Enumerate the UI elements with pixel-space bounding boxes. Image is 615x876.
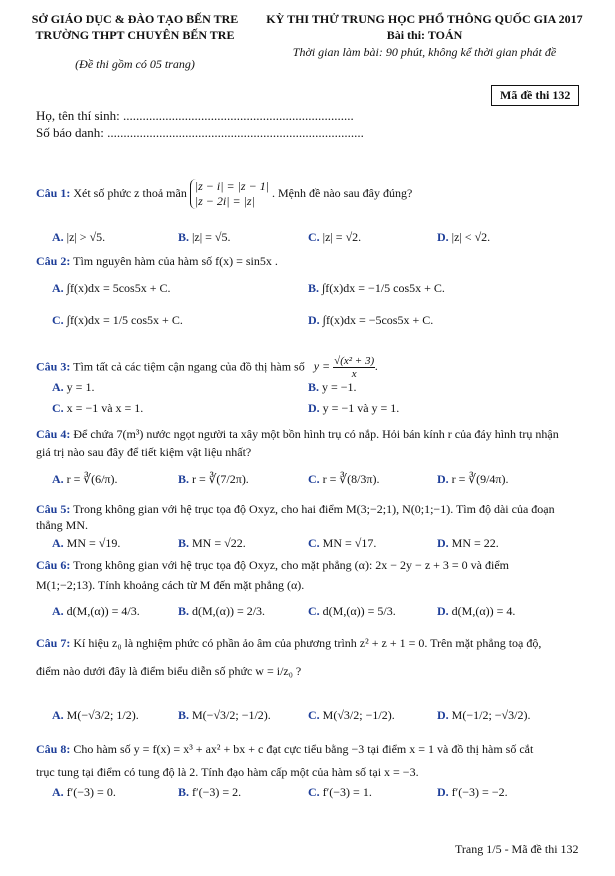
option-text: d(M,(α)) = 4/3. xyxy=(66,604,140,618)
option-d[interactable] xyxy=(437,536,499,551)
option-text: |z| = √2. xyxy=(322,230,362,244)
option-text: M(−√3/2; −1/2). xyxy=(192,708,271,722)
option-letter: A. xyxy=(52,708,64,722)
option-text: ∫f(x)dx = −1/5 cos5x + C. xyxy=(322,281,445,295)
question-label: Câu 6: xyxy=(36,558,71,572)
option-text: d(M,(α)) = 4. xyxy=(451,604,516,618)
option-d[interactable] xyxy=(308,401,399,416)
option-d[interactable] xyxy=(437,604,515,619)
option-text: x = −1 và x = 1. xyxy=(66,401,144,415)
option-text: ∫f(x)dx = 1/5 cos5x + C. xyxy=(66,313,183,327)
option-letter: D. xyxy=(437,785,449,799)
option-letter: B. xyxy=(308,380,320,394)
option-a[interactable] xyxy=(52,380,94,395)
question-7-line-2: điểm nào dưới đây là điểm biểu diễn số phức w = i/z₀ ? xyxy=(36,664,302,678)
option-b[interactable] xyxy=(308,380,357,395)
option-text: r = ∛(9/4π). xyxy=(451,472,509,486)
option-text: M(√3/2; −1/2). xyxy=(322,708,395,722)
option-d[interactable] xyxy=(437,785,508,800)
option-letter: B. xyxy=(178,785,190,799)
equation-line: |z − i| = |z − 1| xyxy=(194,179,269,193)
option-text: y = −1 và y = 1. xyxy=(322,401,400,415)
option-d[interactable] xyxy=(437,472,508,487)
option-letter: B. xyxy=(178,230,190,244)
option-text: MN = √22. xyxy=(192,536,246,550)
option-letter: B. xyxy=(178,604,190,618)
option-c[interactable] xyxy=(308,604,396,619)
question-text: Trong không gian với hệ trục tọa độ Oxyz, cho hai điểm M(3;−2;1), N(0;1;−1). Tìm độ dài của đoạn xyxy=(73,502,555,516)
question-4-line-2: giá trị nào sau đây để tiết kiệm vật liệu nhất? xyxy=(36,445,252,459)
option-c[interactable] xyxy=(308,536,376,551)
option-letter: C. xyxy=(308,230,320,244)
question-4 xyxy=(36,427,559,442)
student-id-field: Số báo danh: ............................................................................... xyxy=(36,125,364,140)
student-name-field: Họ, tên thí sinh: ....................................................................... xyxy=(36,108,354,123)
option-text: f′(−3) = 0. xyxy=(66,785,116,799)
question-text: Để chứa 7(m³) nước ngọt người ta xây một bồn hình trụ có nắp. Hỏi bán kính r của đáy hình trụ nhận xyxy=(73,427,559,441)
option-text: MN = √17. xyxy=(322,536,377,550)
option-letter: C. xyxy=(308,708,320,722)
question-text: Trong không gian với hệ trục tọa độ Oxyz, cho mặt phẳng (α): 2x − 2y − z + 3 = 0 và điểm xyxy=(73,558,509,572)
option-a[interactable] xyxy=(52,708,139,723)
option-text: d(M,(α)) = 5/3. xyxy=(322,604,396,618)
option-text: y = −1. xyxy=(322,380,357,394)
question-text: Cho hàm số y = f(x) = x³ + ax² + bx + c đạt cực tiểu bằng −3 tại điểm x = 1 và đồ thị hàm số cắt xyxy=(73,742,534,756)
option-text: ∫f(x)dx = 5cos5x + C. xyxy=(66,281,171,295)
page-footer: Trang 1/5 - Mã đề thi 132 xyxy=(455,842,579,856)
exam-code-box: Mã đề thi 132 xyxy=(491,85,579,106)
question-3 xyxy=(36,355,378,380)
option-c[interactable] xyxy=(52,313,183,328)
question-5 xyxy=(36,502,555,517)
option-letter: B. xyxy=(178,708,190,722)
question-6 xyxy=(36,558,509,573)
equation-system xyxy=(190,179,269,209)
option-letter: A. xyxy=(52,536,64,550)
question-text: Kí hiệu z₀ là nghiệm phức có phần ảo âm của phương trình z² + z + 1 = 0. Trên mặt phẳng toạ độ, xyxy=(73,636,542,650)
option-a[interactable] xyxy=(52,536,120,551)
option-d[interactable] xyxy=(437,230,490,245)
question-label: Câu 8: xyxy=(36,742,71,756)
option-text: |z| = √5. xyxy=(192,230,231,244)
option-letter: A. xyxy=(52,785,64,799)
option-b[interactable] xyxy=(178,536,246,551)
option-letter: D. xyxy=(437,708,449,722)
option-letter: A. xyxy=(52,472,64,486)
option-letter: C. xyxy=(308,785,320,799)
option-text: y = 1. xyxy=(66,380,95,394)
time-note: Thời gian làm bài: 90 phút, không kể thời gian phát đề xyxy=(292,45,557,59)
option-letter: D. xyxy=(437,536,449,550)
option-letter: D. xyxy=(437,230,449,244)
question-tail: . Mệnh đề nào sau đây đúng? xyxy=(272,185,413,200)
option-d[interactable] xyxy=(437,708,530,723)
option-d[interactable] xyxy=(308,313,433,328)
question-text: Xét số phức z thoả mãn xyxy=(73,185,187,200)
option-letter: B. xyxy=(178,536,190,550)
option-letter: D. xyxy=(437,472,449,486)
option-text: f′(−3) = 2. xyxy=(192,785,242,799)
option-letter: D. xyxy=(437,604,449,618)
option-c[interactable] xyxy=(308,472,379,487)
school-name: TRƯỜNG THPT CHUYÊN BẾN TRE xyxy=(35,28,235,42)
option-text: f′(−3) = −2. xyxy=(451,785,508,799)
option-text: |z| > √5. xyxy=(66,230,106,244)
option-text: d(M,(α)) = 2/3. xyxy=(192,604,266,618)
department-name: SỞ GIÁO DỤC & ĐÀO TẠO BẾN TRE xyxy=(31,12,239,26)
option-a[interactable] xyxy=(52,281,170,296)
option-letter: A. xyxy=(52,604,64,618)
question-8-line-2: trục tung tại điểm có tung độ là 2. Tính đạo hàm cấp một của hàm số tại x = −3. xyxy=(36,765,419,779)
question-2 xyxy=(36,254,278,269)
option-letter: C. xyxy=(52,313,64,327)
option-text: |z| < √2. xyxy=(451,230,491,244)
option-letter: A. xyxy=(52,281,64,295)
option-c[interactable] xyxy=(308,708,395,723)
question-text: Tìm tất cả các tiệm cận ngang của đồ thị hàm số xyxy=(73,359,305,374)
question-label: Câu 1: xyxy=(36,185,71,200)
option-letter: A. xyxy=(52,230,64,244)
option-letter: D. xyxy=(308,401,320,415)
question-8 xyxy=(36,742,533,757)
subject: Bài thi: TOÁN xyxy=(386,28,463,42)
option-a[interactable] xyxy=(52,604,140,619)
option-text: ∫f(x)dx = −5cos5x + C. xyxy=(322,313,434,327)
option-a[interactable] xyxy=(52,472,117,487)
question-label: Câu 5: xyxy=(36,502,71,516)
option-letter: D. xyxy=(308,313,320,327)
option-text: M(−√3/2; 1/2). xyxy=(66,708,139,722)
question-1 xyxy=(36,179,412,209)
question-label: Câu 2: xyxy=(36,254,71,268)
option-text: MN = √19. xyxy=(66,536,121,550)
option-letter: A. xyxy=(52,380,64,394)
question-label: Câu 3: xyxy=(36,359,71,374)
option-text: MN = 22. xyxy=(451,536,499,550)
option-c[interactable] xyxy=(52,401,143,416)
option-letter: B. xyxy=(178,472,190,486)
pages-note: (Đề thi gồm có 05 trang) xyxy=(75,57,195,71)
option-text: r = ∛(6/π). xyxy=(66,472,118,486)
question-7 xyxy=(36,636,541,651)
option-text: f′(−3) = 1. xyxy=(322,785,372,799)
option-letter: C. xyxy=(308,604,320,618)
option-letter: C. xyxy=(52,401,64,415)
option-a[interactable] xyxy=(52,785,116,800)
option-a[interactable] xyxy=(52,230,105,245)
option-b[interactable] xyxy=(308,281,445,296)
option-c[interactable] xyxy=(308,785,372,800)
question-6-line-2: M(1;−2;13). Tính khoảng cách từ M đến mặt phẳng (α). xyxy=(36,578,305,592)
option-letter: C. xyxy=(308,472,320,486)
option-text: M(−1/2; −√3/2). xyxy=(451,708,531,722)
option-b[interactable] xyxy=(178,604,265,619)
fraction: $\frac{\text{√(x² + 3)}}{x}$ xyxy=(334,355,375,380)
option-text: r = ∛(7/2π). xyxy=(192,472,249,486)
option-c[interactable] xyxy=(308,230,361,245)
question-label: Câu 4: xyxy=(36,427,71,441)
exam-title: KỲ THI THỬ TRUNG HỌC PHỔ THÔNG QUỐC GIA 2017 xyxy=(266,12,583,26)
option-b[interactable] xyxy=(178,785,241,800)
question-label: Câu 7: xyxy=(36,636,71,650)
question-text: Tìm nguyên hàm của hàm số f(x) = sin5x . xyxy=(73,254,278,268)
question-5-line-2: thẳng MN. xyxy=(36,518,88,532)
option-text: r = ∛(8/3π). xyxy=(322,472,380,486)
option-b[interactable] xyxy=(178,472,249,487)
equation-line: |z − 2i| = |z| xyxy=(194,194,255,208)
function-formula: y = $\frac{\text{√(x² + 3)}}{x}$ . xyxy=(313,355,379,380)
option-b[interactable] xyxy=(178,708,271,723)
option-letter: C. xyxy=(308,536,320,550)
option-b[interactable] xyxy=(178,230,231,245)
option-letter: B. xyxy=(308,281,320,295)
